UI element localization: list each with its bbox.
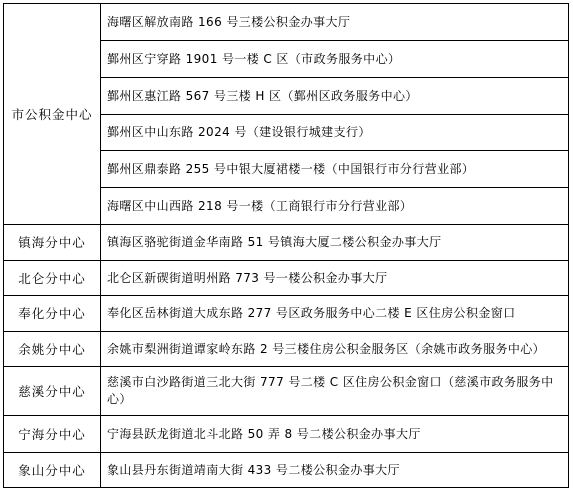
branch-name-cell: 北仑分中心 xyxy=(4,261,101,296)
address-cell: 北仑区新碶街道明州路 773 号一楼公积金办事大厅 xyxy=(101,261,569,296)
service-location-table xyxy=(3,3,569,488)
table-row xyxy=(4,296,569,332)
address-cell: 鄞州区中山东路 2024 号（建设银行城建支行） xyxy=(101,115,569,151)
address-cell: 鄞州区鼎泰路 255 号中银大厦裙楼一楼（中国银行市分行营业部） xyxy=(101,151,569,188)
address-cell: 余姚市梨洲街道谭家岭东路 2 号三楼住房公积金服务区（余姚市政务服务中心） xyxy=(101,332,569,367)
table-row xyxy=(4,261,569,296)
address-cell: 鄞州区宁穿路 1901 号一楼 C 区（市政务服务中心） xyxy=(101,41,569,78)
table-row xyxy=(4,332,569,367)
table-row xyxy=(4,367,569,416)
branch-name-cell: 市公积金中心 xyxy=(4,4,101,225)
table-row xyxy=(4,4,569,41)
address-cell: 鄞州区惠江路 567 号三楼 H 区（鄞州区政务服务中心） xyxy=(101,78,569,115)
table-row xyxy=(4,416,569,453)
address-cell: 海曙区解放南路 166 号三楼公积金办事大厅 xyxy=(101,4,569,41)
table-row xyxy=(4,453,569,488)
branch-name-cell: 镇海分中心 xyxy=(4,225,101,261)
address-cell: 镇海区骆驼街道金华南路 51 号镇海大厦二楼公积金办事大厅 xyxy=(101,225,569,261)
branch-name-cell: 宁海分中心 xyxy=(4,416,101,453)
address-cell: 慈溪市白沙路街道三北大街 777 号二楼 C 区住房公积金窗口（慈溪市政务服务中心） xyxy=(101,367,569,416)
branch-name-cell: 象山分中心 xyxy=(4,453,101,488)
branch-name-cell: 奉化分中心 xyxy=(4,296,101,332)
address-cell: 象山县丹东街道靖南大街 433 号二楼公积金办事大厅 xyxy=(101,453,569,488)
branch-name-cell: 慈溪分中心 xyxy=(4,367,101,416)
address-cell: 奉化区岳林街道大成东路 277 号区政务服务中心二楼 E 区住房公积金窗口 xyxy=(101,296,569,332)
address-cell: 海曙区中山西路 218 号一楼（工商银行市分行营业部） xyxy=(101,188,569,225)
branch-name-cell: 余姚分中心 xyxy=(4,332,101,367)
table-row xyxy=(4,225,569,261)
address-cell: 宁海县跃龙街道北斗北路 50 弄 8 号二楼公积金办事大厅 xyxy=(101,416,569,453)
